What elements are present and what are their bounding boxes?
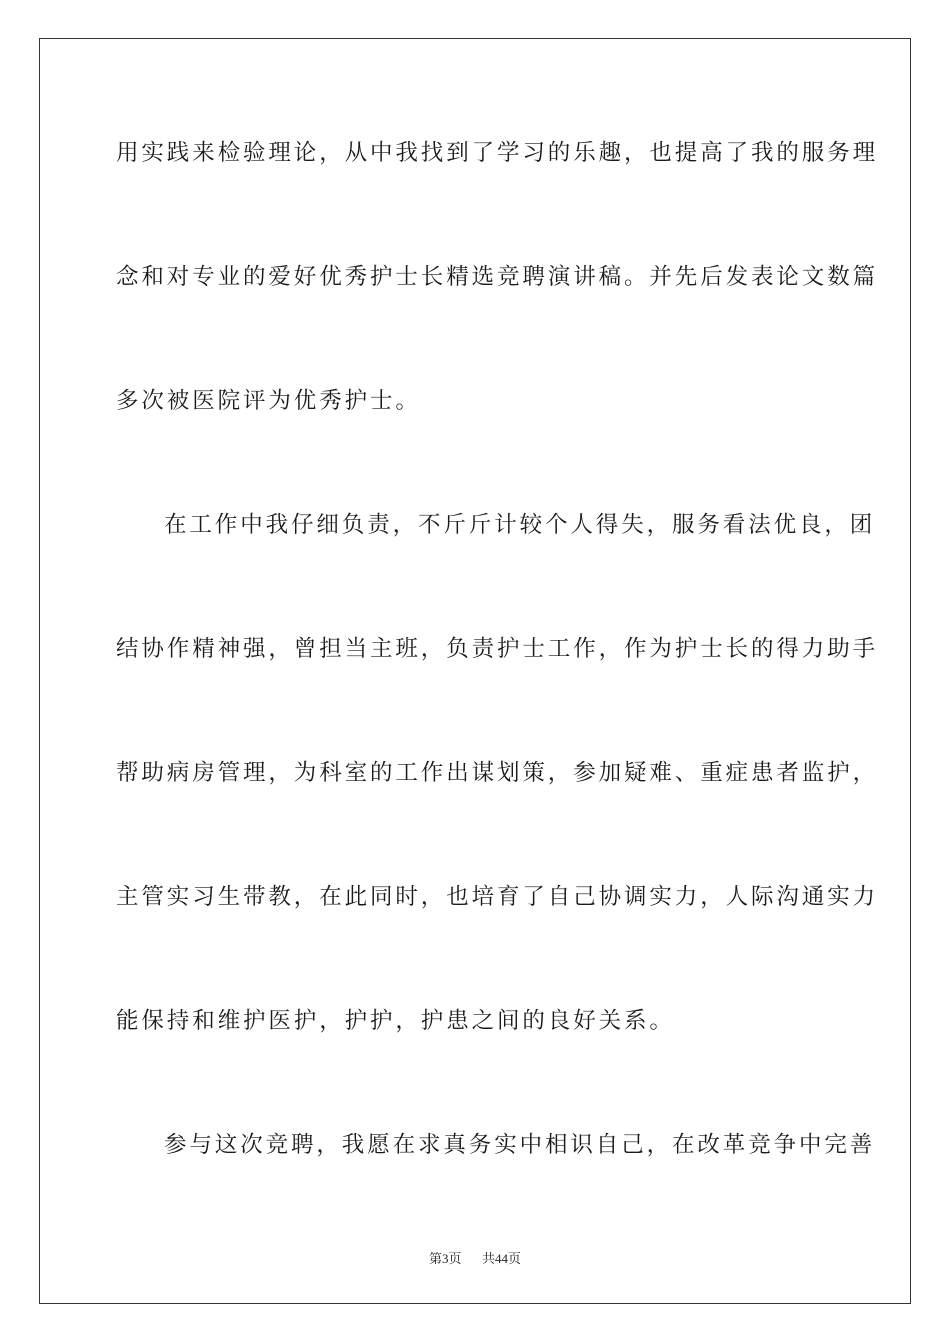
- body-line-6: 帮助病房管理，为科室的工作出谋划策，参加疑难、重症患者监护，: [116, 760, 879, 786]
- page-number: 第3页: [428, 1251, 462, 1266]
- body-line-7: 主管实习生带教，在此同时，也培育了自己协调实力，人际沟通实力: [116, 884, 879, 910]
- body-line-9: 参与这次竞聘，我愿在求真务实中相识自己，在改革竞争中完善: [164, 1132, 876, 1158]
- total-pages: 共44页: [482, 1251, 522, 1266]
- body-line-4: 在工作中我仔细负责，不斤斤计较个人得失，服务看法优良，团: [164, 512, 876, 538]
- body-line-1: 用实践来检验理论，从中我找到了学习的乐趣，也提高了我的服务理: [116, 140, 879, 166]
- body-line-8: 能保持和维护医护，护护，护患之间的良好关系。: [116, 1008, 675, 1034]
- body-line-2: 念和对专业的爱好优秀护士长精选竞聘演讲稿。并先后发表论文数篇: [116, 264, 879, 290]
- body-line-5: 结协作精神强，曾担当主班，负责护士工作，作为护士长的得力助手: [116, 636, 879, 662]
- page-frame: [39, 38, 911, 1304]
- body-line-3: 多次被医院评为优秀护士。: [116, 388, 421, 414]
- page-footer: [0, 1248, 950, 1267]
